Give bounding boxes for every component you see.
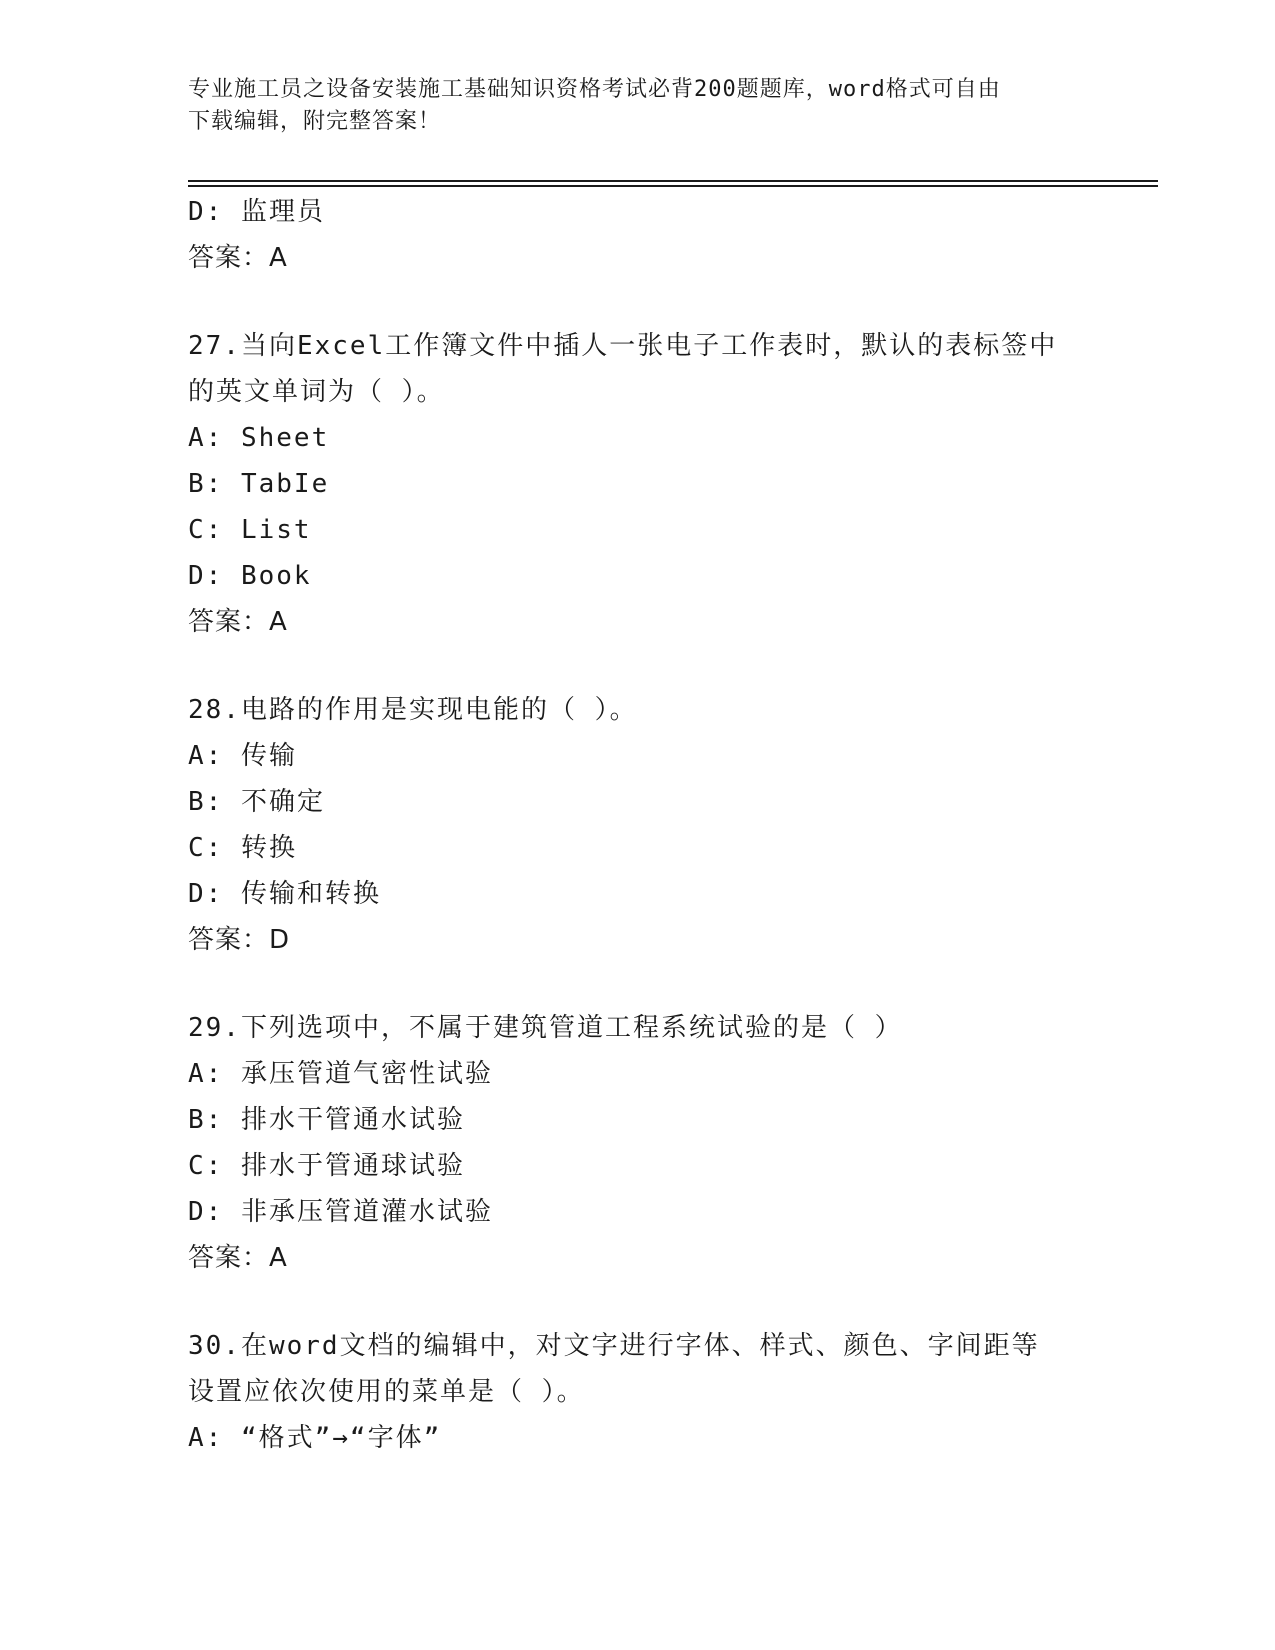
answer-line: 答案：A (188, 1243, 288, 1273)
option-line: C: List (188, 515, 312, 545)
option-line: B: 不确定 (188, 787, 325, 817)
header-line-1: 专业施工员之设备安装施工基础知识资格考试必背200题题库，word格式可自由 (188, 77, 1001, 102)
option-line: D: 传输和转换 (188, 879, 381, 909)
option-line: A: 传输 (188, 741, 297, 771)
option-line: D: 非承压管道灌水试验 (188, 1197, 493, 1227)
question-block (188, 687, 1088, 963)
question-spacer (188, 281, 1088, 323)
question-spacer (188, 645, 1088, 687)
question-block (188, 1005, 1088, 1281)
option-line: D: Book (188, 561, 312, 591)
question-text: 的英文单词为（ ）。 (188, 377, 445, 407)
option-line: B: TabIe (188, 469, 330, 499)
question-spacer (188, 963, 1088, 1005)
question-spacer (188, 1281, 1088, 1323)
question-text: 设置应依次使用的菜单是（ ）。 (188, 1377, 585, 1407)
answer-line: 答案：A (188, 243, 288, 273)
question-block (188, 1323, 1088, 1461)
document-header (188, 74, 1088, 138)
header-line-2: 下载编辑，附完整答案！ (188, 109, 442, 134)
option-line: A: Sheet (188, 423, 330, 453)
option-line: A: “格式”→“字体” (188, 1423, 442, 1453)
question-block (188, 323, 1088, 645)
document-body (188, 189, 1088, 1461)
question-text: 29.下列选项中，不属于建筑管道工程系统试验的是（ ） (188, 1013, 903, 1043)
option-line: D: 监理员 (188, 197, 325, 227)
answer-line: 答案：D (188, 925, 291, 955)
answer-line: 答案：A (188, 607, 288, 637)
question-text: 30.在word文档的编辑中，对文字进行字体、样式、颜色、字间距等 (188, 1331, 1040, 1361)
header-rule-top (188, 180, 1158, 182)
option-line: B: 排水干管通水试验 (188, 1105, 465, 1135)
option-line: C: 排水于管通球试验 (188, 1151, 465, 1181)
question-text: 27.当向Excel工作簿文件中插人一张电子工作表时，默认的表标签中 (188, 331, 1058, 361)
option-line: A: 承压管道气密性试验 (188, 1059, 493, 1089)
header-rule-bottom (188, 185, 1158, 187)
option-line: C: 转换 (188, 833, 297, 863)
question-text: 28.电路的作用是实现电能的（ ）。 (188, 695, 638, 725)
